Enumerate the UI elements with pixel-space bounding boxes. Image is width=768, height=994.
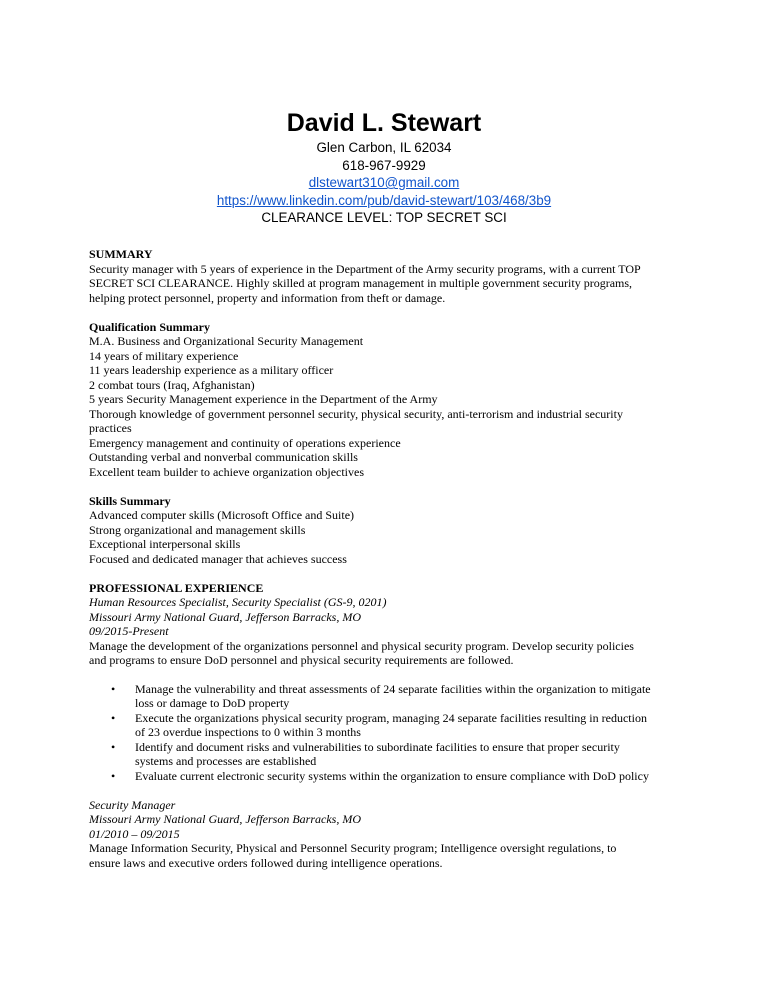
job-bullet-list	[89, 682, 689, 784]
job-description: Manage Information Security, Physical and Personnel Security program; Intelligence oversight regulations, to	[89, 841, 617, 855]
job-title: Security Manager	[89, 797, 176, 812]
bullet-icon: •	[111, 710, 116, 725]
bullet-icon: •	[111, 681, 116, 696]
qualification-item: practices	[89, 421, 132, 435]
summary-line: Security manager with 5 years of experience in the Department of the Army security programs, with a current TOP	[89, 261, 641, 276]
bullet-line: Evaluate current electronic security systems within the organization to ensure compliance with DoD policy	[135, 768, 649, 783]
job-bullet	[89, 711, 689, 740]
bullet-icon: •	[111, 768, 116, 783]
job-organization: Missouri Army National Guard, Jefferson Barracks, MO	[89, 609, 361, 624]
qualification-item: 11 years leadership experience as a military officer	[89, 363, 334, 377]
summary-line: helping protect personnel, property and information from theft or damage.	[89, 290, 446, 305]
resume-header	[0, 108, 768, 227]
bullet-line: Manage the vulnerability and threat assessments of 24 separate facilities within the organization to mitigate	[135, 681, 651, 696]
qualification-item: Outstanding verbal and nonverbal communication skills	[89, 450, 358, 464]
summary-heading: SUMMARY	[89, 247, 153, 261]
qualification-item: Excellent team builder to achieve organization objectives	[89, 464, 365, 479]
job-bullet	[89, 769, 689, 784]
location: Glen Carbon, IL 62034	[316, 140, 452, 155]
bullet-line: Identify and document risks and vulnerabilities to subordinate facilities to ensure that proper security	[135, 739, 620, 754]
job-dates: 01/2010 – 09/2015	[89, 826, 180, 841]
job-bullet	[89, 682, 689, 711]
qualification-item: Emergency management and continuity of operations experience	[89, 435, 401, 450]
summary-line: SECRET SCI CLEARANCE. Highly skilled at program management in multiple government security programs,	[89, 276, 633, 290]
job-description: ensure laws and executive orders followed during intelligence operations.	[89, 855, 443, 870]
candidate-name: David L. Stewart	[286, 109, 482, 137]
job-description: Manage the development of the organizations personnel and physical security program. Develop security policies	[89, 638, 634, 653]
job-title: Human Resources Specialist, Security Specialist (GS-9, 0201)	[89, 595, 387, 609]
skill-item: Focused and dedicated manager that achieves success	[89, 551, 347, 566]
bullet-line: systems and processes are established	[135, 754, 317, 768]
skills-heading: Skills Summary	[89, 493, 171, 508]
qualification-item: 5 years Security Management experience in the Department of the Army	[89, 392, 438, 406]
qualification-item: Thorough knowledge of government personnel security, physical security, anti-terrorism and industrial security	[89, 406, 623, 421]
phone: 618-967-9929	[342, 157, 426, 173]
job-description: and programs to ensure DoD personnel and physical security requirements are followed.	[89, 653, 514, 667]
job-dates: 09/2015-Present	[89, 624, 169, 638]
qualification-heading: Qualification Summary	[89, 319, 211, 334]
bullet-line: loss or damage to DoD property	[135, 696, 290, 710]
bullet-line: of 23 overdue inspections to 0 within 3 months	[135, 725, 361, 739]
qualification-item: 2 combat tours (Iraq, Afghanistan)	[89, 377, 255, 392]
resume-body	[89, 247, 689, 870]
linkedin-link[interactable]: https://www.linkedin.com/pub/david-stewart/103/468/3b9	[216, 192, 552, 208]
qualification-item: M.A. Business and Organizational Security Management	[89, 334, 364, 348]
bullet-line: Execute the organizations physical security program, managing 24 separate facilities resulting in reduction	[135, 710, 647, 725]
job-organization: Missouri Army National Guard, Jefferson Barracks, MO	[89, 812, 361, 826]
clearance-level: CLEARANCE LEVEL: TOP SECRET SCI	[261, 210, 507, 225]
skill-item: Strong organizational and management skills	[89, 522, 306, 537]
skill-item: Advanced computer skills (Microsoft Office and Suite)	[89, 508, 355, 522]
bullet-icon: •	[111, 739, 116, 754]
job-bullet	[89, 740, 689, 769]
email-link[interactable]: dlstewart310@gmail.com	[308, 175, 460, 190]
skill-item: Exceptional interpersonal skills	[89, 537, 241, 551]
experience-heading: PROFESSIONAL EXPERIENCE	[89, 580, 264, 595]
qualification-item: 14 years of military experience	[89, 348, 239, 363]
